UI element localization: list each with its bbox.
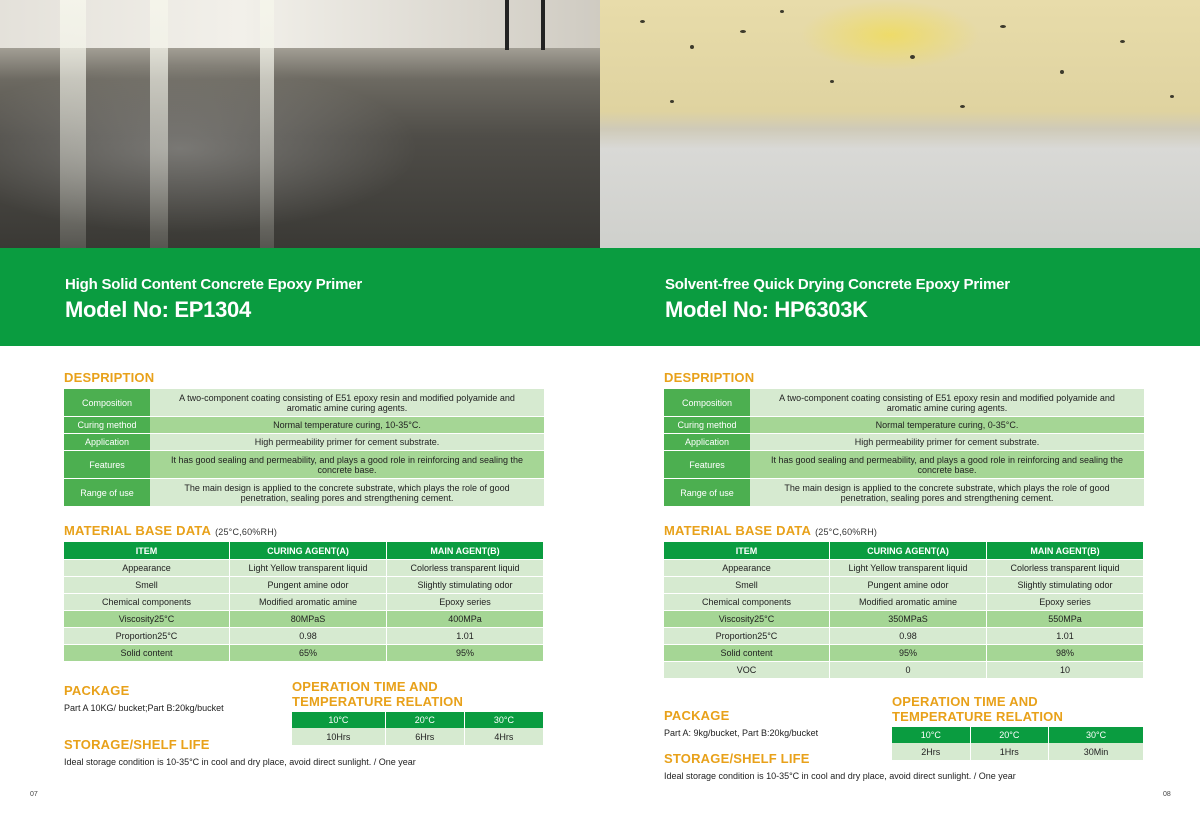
table-row: Solid content 95% 98% <box>664 644 1144 661</box>
table-row: Appearance Light Yellow transparent liquid Colorless transparent liquid <box>64 559 544 576</box>
storage-text: Ideal storage condition is 10-35°C in cool and dry place, avoid direct sunlight. / One year <box>664 771 1016 781</box>
table-row: Solid content 65% 95% <box>64 644 544 661</box>
desc-key: Composition <box>64 389 150 417</box>
table-row: Smell Pungent amine odor Slightly stimulating odor <box>64 576 544 593</box>
col-header: ITEM <box>664 542 830 559</box>
operation-table: 10°C 20°C 30°C 2Hrs 1Hrs 30Min <box>892 727 1144 760</box>
operation-block <box>292 679 544 745</box>
title-band <box>0 248 1200 346</box>
page-number-right: 08 <box>1163 791 1171 798</box>
col-header: MAIN AGENT(B) <box>987 542 1144 559</box>
desc-key: Features <box>664 451 750 479</box>
product-subtitle-left: High Solid Content Concrete Epoxy Primer <box>65 276 363 293</box>
desc-value: Normal temperature curing, 0-35°C. <box>750 417 1144 434</box>
desc-value: Normal temperature curing, 10-35°C. <box>150 417 544 434</box>
storage-heading: STORAGE/SHELF LIFE <box>664 751 810 766</box>
material-note: (25°C,60%RH) <box>215 527 278 537</box>
description-table <box>64 389 544 507</box>
desc-value: A two-component coating consisting of E51 epoxy resin and modified polyamide and aromatic amine curing agents. <box>750 389 1144 417</box>
desc-value: The main design is applied to the concrete substrate, which plays the role of good penetration, sealing pores and strengthening cement. <box>150 479 544 507</box>
left-page <box>64 346 544 767</box>
material-note: (25°C,60%RH) <box>815 527 878 537</box>
table-row: Chemical components Modified aromatic amine Epoxy series <box>64 593 544 610</box>
desc-value: High permeability primer for cement substrate. <box>150 434 544 451</box>
material-heading-text: MATERIAL BASE DATA <box>664 523 812 538</box>
desc-key: Features <box>64 451 150 479</box>
material-heading <box>64 523 544 538</box>
operation-heading-2: TEMPERATURE RELATION <box>892 709 1064 724</box>
material-heading <box>664 523 1144 538</box>
operation-heading-2: TEMPERATURE RELATION <box>292 694 464 709</box>
material-heading-text: MATERIAL BASE DATA <box>64 523 212 538</box>
table-row: Proportion25°C 0.98 1.01 <box>664 627 1144 644</box>
desc-value: It has good sealing and permeability, and plays a good role in reinforcing and sealing the concrete base. <box>150 451 544 479</box>
material-table <box>64 542 544 661</box>
page-number-left: 07 <box>30 791 38 798</box>
desc-key: Application <box>64 434 150 451</box>
right-page <box>664 346 1144 781</box>
package-text: Part A: 9kg/bucket, Part B:20kg/bucket <box>664 728 819 738</box>
desc-value: High permeability primer for cement substrate. <box>750 434 1144 451</box>
operation-heading-1: OPERATION TIME AND <box>292 679 438 694</box>
col-header: MAIN AGENT(B) <box>387 542 544 559</box>
table-row: Smell Pungent amine odor Slightly stimulating odor <box>664 576 1144 593</box>
storage-text: Ideal storage condition is 10-35°C in cool and dry place, avoid direct sunlight. / One year <box>64 757 416 767</box>
package-heading: PACKAGE <box>64 683 130 698</box>
col-header: CURING AGENT(A) <box>230 542 387 559</box>
col-header: CURING AGENT(A) <box>830 542 987 559</box>
table-row: VOC 0 10 <box>664 661 1144 678</box>
desc-key: Composition <box>664 389 750 417</box>
package-text: Part A 10KG/ bucket;Part B:20kg/bucket <box>64 703 224 713</box>
desc-key: Application <box>664 434 750 451</box>
desc-key: Curing method <box>664 417 750 434</box>
table-row: Chemical components Modified aromatic amine Epoxy series <box>664 593 1144 610</box>
table-row: Viscosity25°C 350MPaS 550MPa <box>664 610 1144 627</box>
operation-block <box>892 694 1144 760</box>
table-row: Proportion25°C 0.98 1.01 <box>64 627 544 644</box>
table-row: Viscosity25°C 80MPaS 400MPa <box>64 610 544 627</box>
col-header: ITEM <box>64 542 230 559</box>
description-heading: DESPRIPTION <box>664 370 755 385</box>
desc-value: A two-component coating consisting of E51 epoxy resin and modified polyamide and aromatic amine curing agents. <box>150 389 544 417</box>
desc-key: Range of use <box>664 479 750 507</box>
model-number-left: Model No: EP1304 <box>65 297 251 322</box>
photo-glossy-epoxy-floor <box>0 0 600 248</box>
model-number-right: Model No: HP6303K <box>665 297 868 322</box>
material-table <box>664 542 1144 678</box>
photo-primed-concrete-surface <box>600 0 1200 248</box>
desc-key: Range of use <box>64 479 150 507</box>
storage-heading: STORAGE/SHELF LIFE <box>64 737 210 752</box>
operation-heading-1: OPERATION TIME AND <box>892 694 1038 709</box>
description-heading: DESPRIPTION <box>64 370 155 385</box>
desc-value: It has good sealing and permeability, and plays a good role in reinforcing and sealing the concrete base. <box>750 451 1144 479</box>
desc-key: Curing method <box>64 417 150 434</box>
operation-table: 10°C 20°C 30°C 10Hrs 6Hrs 4Hrs <box>292 712 544 745</box>
table-row: Appearance Light Yellow transparent liquid Colorless transparent liquid <box>664 559 1144 576</box>
package-heading: PACKAGE <box>664 708 730 723</box>
description-table <box>664 389 1144 507</box>
product-subtitle-right: Solvent-free Quick Drying Concrete Epoxy Primer <box>665 276 1010 293</box>
desc-value: The main design is applied to the concrete substrate, which plays the role of good penetration, sealing pores and strengthening cement. <box>750 479 1144 507</box>
